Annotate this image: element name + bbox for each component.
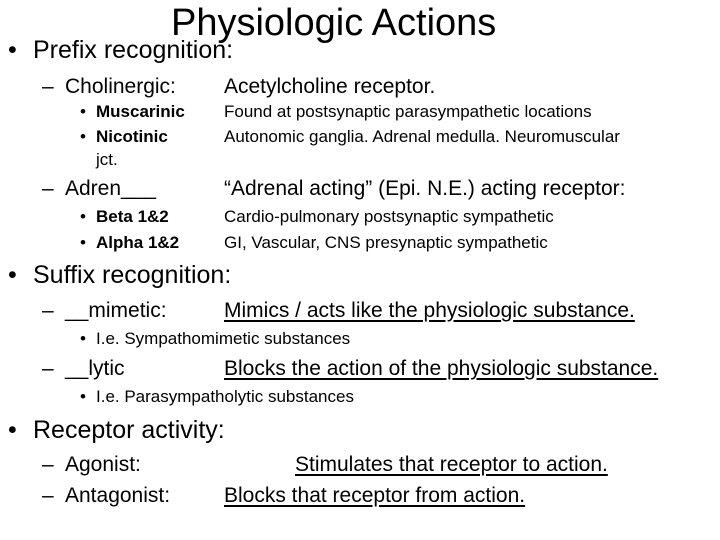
heading-suffix: Suffix recognition: <box>33 261 232 289</box>
bullet-suffix: • <box>8 261 17 289</box>
label-antagonist: Antagonist: <box>65 484 171 507</box>
dash-agonist: – <box>42 453 54 476</box>
example-lytic: I.e. Parasympatholytic substances <box>96 387 354 406</box>
label-agonist: Agonist: <box>65 453 141 476</box>
dash-mimetic: – <box>42 299 54 322</box>
dash-adren: – <box>42 177 54 200</box>
bullet-beta: • <box>80 207 86 226</box>
desc-lytic: Blocks the action of the physiologic substance. <box>224 357 659 380</box>
label-cholinergic: Cholinergic: <box>65 75 176 98</box>
dash-lytic: – <box>42 357 54 380</box>
example-mimetic: I.e. Sympathomimetic substances <box>96 329 351 348</box>
bullet-mimetic-example: • <box>80 329 86 348</box>
bullet-prefix: • <box>8 36 17 64</box>
desc-antagonist: Blocks that receptor from action. <box>224 484 526 507</box>
dash-antagonist: – <box>42 484 54 507</box>
label-mimetic: __mimetic: <box>65 299 167 322</box>
label-nicotinic-cont: jct. <box>96 150 118 169</box>
label-lytic: __lytic <box>65 357 125 380</box>
bullet-alpha: • <box>80 233 86 252</box>
desc-adren: “Adrenal acting” (Epi. N.E.) acting receptor: <box>224 177 626 200</box>
desc-nicotinic: Autonomic ganglia. Adrenal medulla. Neuromuscular <box>224 127 620 146</box>
desc-muscarinic: Found at postsynaptic parasympathetic locations <box>224 102 592 121</box>
heading-prefix: Prefix recognition: <box>33 36 234 64</box>
slide-title: Physiologic Actions <box>171 2 497 44</box>
desc-beta: Cardio-pulmonary postsynaptic sympathetic <box>224 207 554 226</box>
desc-mimetic: Mimics / acts like the physiologic substance. <box>224 299 635 322</box>
label-adren: Adren___ <box>65 177 157 200</box>
heading-receptor: Receptor activity: <box>33 416 225 444</box>
bullet-nicotinic: • <box>80 127 86 146</box>
label-muscarinic: Muscarinic <box>96 102 185 121</box>
dash-cholinergic: – <box>42 75 54 98</box>
bullet-receptor: • <box>8 416 17 444</box>
bullet-lytic-example: • <box>80 387 86 406</box>
label-nicotinic: Nicotinic <box>96 127 168 146</box>
label-beta: Beta 1&2 <box>96 207 169 226</box>
desc-alpha: GI, Vascular, CNS presynaptic sympathetic <box>224 233 548 252</box>
label-alpha: Alpha 1&2 <box>96 233 180 252</box>
desc-cholinergic: Acetylcholine receptor. <box>224 75 436 98</box>
desc-agonist: Stimulates that receptor to action. <box>295 453 608 476</box>
bullet-muscarinic: • <box>80 102 86 121</box>
